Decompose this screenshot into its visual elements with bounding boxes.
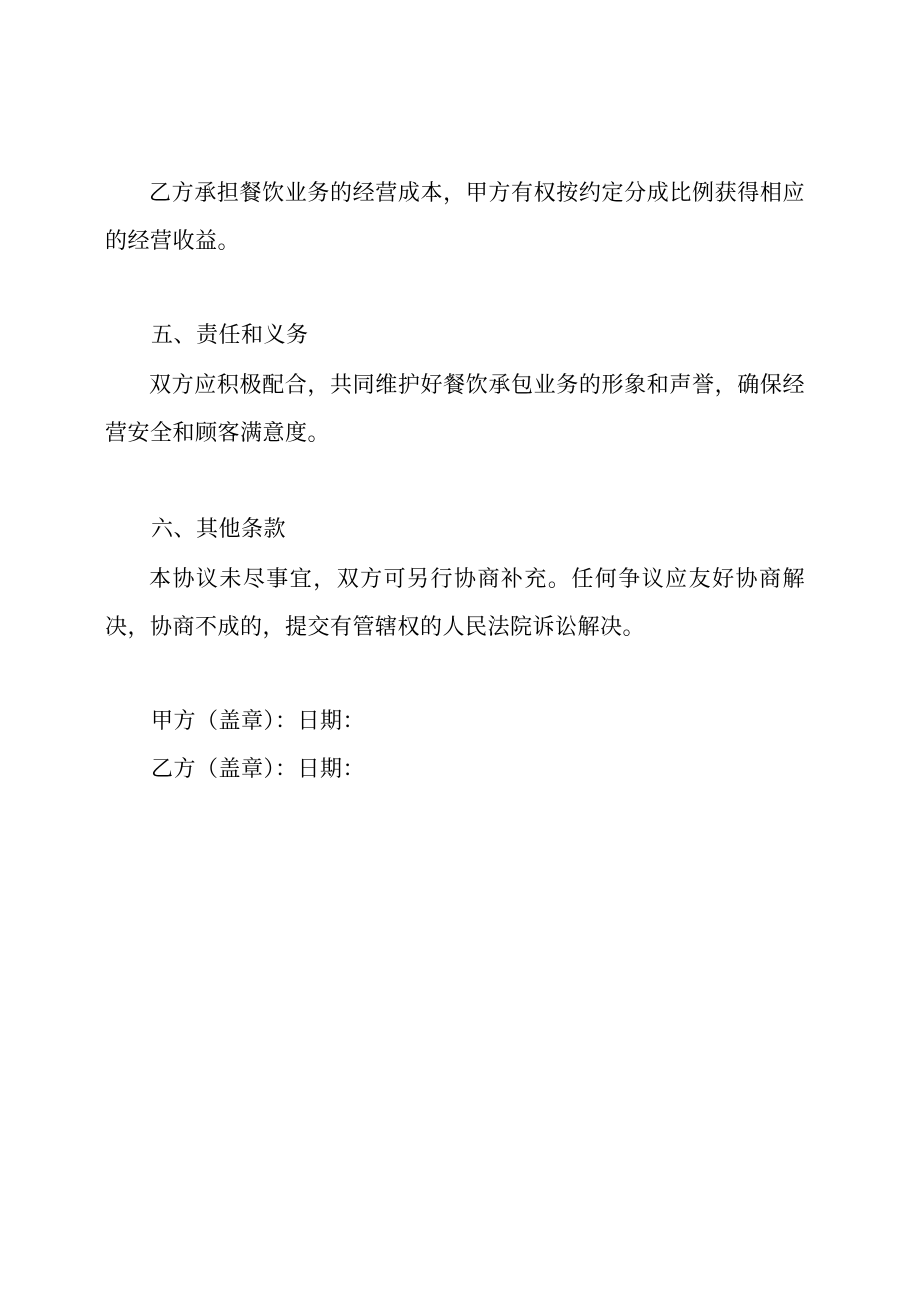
section-6-heading: 六、其他条款 — [151, 517, 287, 542]
section-6-body: 本协议未尽事宜，双方可另行协商补充。任何争议应友好协商解决，协商不成的，提交有管辖权的人民法院诉讼解决。 — [105, 567, 805, 640]
paragraph-income: 乙方承担餐饮业务的经营成本，甲方有权按约定分成比例获得相应的经营收益。 — [105, 181, 805, 254]
signature-party-a: 甲方（盖章）：日期： — [151, 709, 366, 734]
section-5-body: 双方应积极配合，共同维护好餐饮承包业务的形象和声誉，确保经营安全和顾客满意度。 — [105, 373, 805, 446]
section-5-heading: 五、责任和义务 — [151, 323, 309, 348]
signature-party-b: 乙方（盖章）：日期： — [151, 757, 366, 782]
